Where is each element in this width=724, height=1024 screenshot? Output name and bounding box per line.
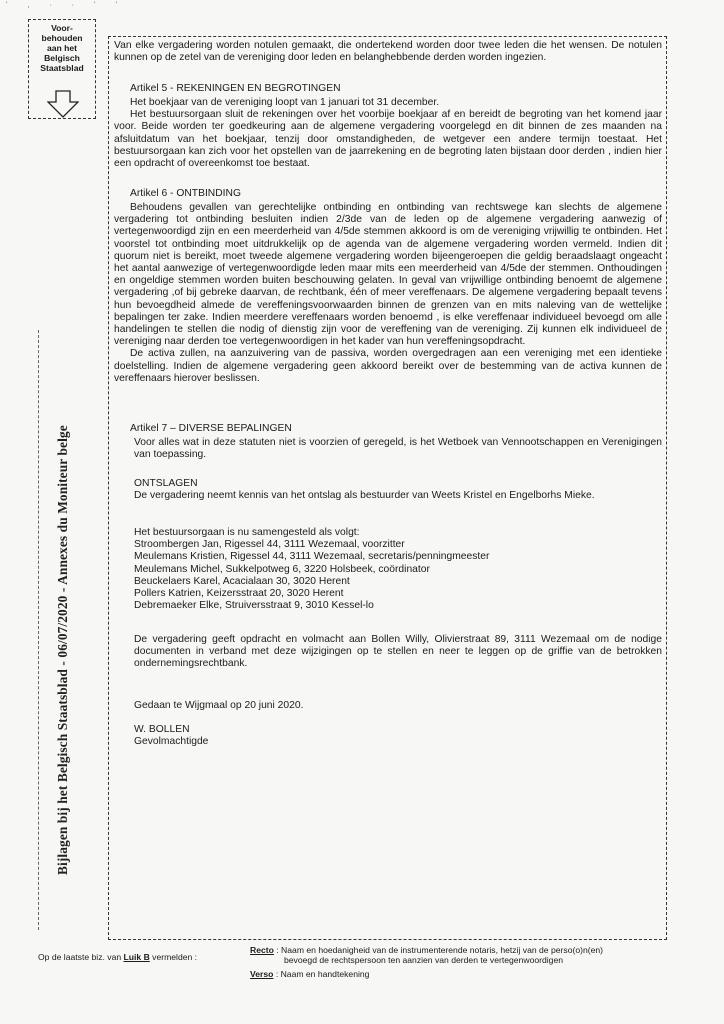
- vertical-caption: Bijlagen bij het Belgisch Staatsblad - 06/07/2020 - Annexes du Moniteur belge: [55, 425, 70, 875]
- board-member: Debremaeker Elke, Struiversstraat 9, 3010 Kessel-lo: [134, 600, 374, 612]
- footer-mention: vermelden :: [152, 952, 198, 962]
- article-6-body: Behoudens gevallen van gerechtelijke ontbinding en ontbinding van rechtswege kan slechts de algemene vergadering tot ontbinding besluiten indien 2/3de van de leden op de algemene vergadering aanwezig of vertegenwoordigd zijn en een meerderheid van 4/5de stemmen akkoord is om de vereniging vrijwillig te ontbinden. Het voorstel tot ontbinding moet uitdrukkelijk op de agenda van de algemene vergadering worden vermeld. Indien dit quorum niet is bereikt, moet tweede algemene vergadering worden bijeengeroepen die geldig beraadslaagt ongeacht het aantal aanwezige of vertegenwoordigde leden maar mits een meerderheid van 4/5de der stemmen. Onthoudingen en ongeldige stemmen worden buiten beschouwing gelaten. In geval van vrijwillige ontbinding benoemt de algemene vergadering ,of bij gebreke daarvan, de rechtbank, één of meer vereffenaars. De algemene vergadering bepaalt tevens hun bevoegdheid almede de vereffeningsvoorwaarden binnen de grenzen van en mits naleving van de wettelijke bepalingen ter zake. Indien meerdere vereffenaars worden benoemd , is elke vereffenaar individueel bevoegd om alle handelingen te stellen die nodig of dienstig zijn voor de vereffening van de vereniging. Zij kunnen elk individueel de vereniging naar derden toe vertegenwoordigen in het kader van hun vereffeningsopdracht. De activa zullen, na aanzuivering van de passiva, worden overgedragen aan een vereniging met een identieke doelstelling. Indien de algemene vergadering geen akkoord bereikt over de bestemming van de activa kunnen de vereffenaars hierover beslissen.: [114, 202, 662, 384]
- board-member: Pollers Katrien, Keizersstraat 20, 3020 Herent: [134, 588, 344, 600]
- scan-marks: ʻ , · · ʻ ʻ: [6, 2, 126, 9]
- article-5: [114, 83, 662, 95]
- article-5-body: Het boekjaar van de vereniging loopt van 1 januari tot 31 december. Het bestuursorgaan sluit de rekeningen over het voorbije boekjaar af en bereidt de begroting van het komend jaar voor. Beide worden ter goedkeuring aan de algemene vergadering voorgelegd en dit binnen de zes maanden na afsluitdatum van het boekjaar, tenzij door omstandigheden, de wetgever een andere termijn toestaat. Het bestuursorgaan kan zich voor het opstellen van de jaarrekening en de begroting laten bijstaan door derden , indien hier een opdracht of overeenkomst toe bestaat.: [114, 97, 662, 170]
- board-intro: Het bestuursorgaan is nu samengesteld als volgt:: [134, 527, 360, 538]
- place-date: Gedaan te Wijgmaal op 20 juni 2020.: [134, 700, 304, 711]
- footer-recto-text-1: : Naam en hoedanigheid van de instrumenterende notaris, hetzij van de perso(o)n(en): [276, 945, 604, 955]
- board-member: Meulemans Michel, Sukkelpotweg 6, 3220 Holsbeek, coördinator: [134, 563, 430, 575]
- footer-lead: Op de laatste biz. van: [38, 952, 122, 962]
- down-arrow-icon: [47, 90, 79, 118]
- ontslagen-text: De vergadering neemt kennis van het ontslag als bestuurder van Weets Kristel en Engelborhs Mieke.: [134, 490, 595, 502]
- signoff: [114, 700, 662, 749]
- footer-recto-label: Recto: [250, 945, 274, 955]
- reserved-label: Voor- behouden aan het Belgisch Staatsblad: [40, 23, 84, 73]
- footer-verso-text: : Naam en handtekening: [275, 969, 370, 979]
- board-member: Stroombergen Jan, Rigessel 44, 3111 Wezemaal, voorzitter: [134, 539, 405, 551]
- article-7-body: Voor alles wat in deze statuten niet is voorzien of geregeld, is het Wetboek van Vennootschappen en Verenigingen van toepassing.: [134, 437, 662, 461]
- margin-dashed-line: [38, 330, 40, 930]
- article-6-heading: Artikel 6 - ONTBINDING: [130, 188, 241, 199]
- article-5-heading: Artikel 5 - REKENINGEN EN BEGROTINGEN: [130, 83, 341, 94]
- board-section: [114, 527, 662, 612]
- footer-luik: Luik B: [123, 952, 150, 962]
- article-6: [114, 188, 662, 200]
- ontslagen-section: [114, 478, 662, 502]
- mandate-paragraph: De vergadering geeft opdracht en volmacht aan Bollen Willy, Olivierstraat 89, 3111 Wezemaal om de nodige documenten in verband met deze wijzigingen op te stellen en neer te leggen op de griffie van de betrokken ondernemingsrechtbank.: [134, 634, 662, 670]
- article-7: [114, 423, 662, 435]
- footer-recto-text-2: bevoegd de rechtspersoon ten aanzien van derden te vertegenwoordigen: [284, 955, 564, 965]
- board-member: Beuckelaers Karel, Acacialaan 30, 3020 Herent: [134, 575, 350, 587]
- ontslagen-heading: ONTSLAGEN: [134, 478, 198, 489]
- footer-verso-label: Verso: [250, 969, 274, 979]
- article-7-heading: Artikel 7 – DIVERSE BEPALINGEN: [130, 423, 292, 434]
- signatory-name: W. BOLLEN: [134, 724, 190, 736]
- signatory-role: Gevolmachtigde: [134, 736, 209, 748]
- reserved-margin-box: [28, 19, 96, 119]
- board-member: Meulemans Kristien, Rigessel 44, 3111 Wezemaal, secretaris/penningmeester: [134, 551, 490, 563]
- intro-paragraph: Van elke vergadering worden notulen gemaakt, die ondertekend worden door twee leden die het wensen. De notulen kunnen op de zetel van de vereniging door leden en belanghebbende derden worden ingezien.: [114, 40, 662, 64]
